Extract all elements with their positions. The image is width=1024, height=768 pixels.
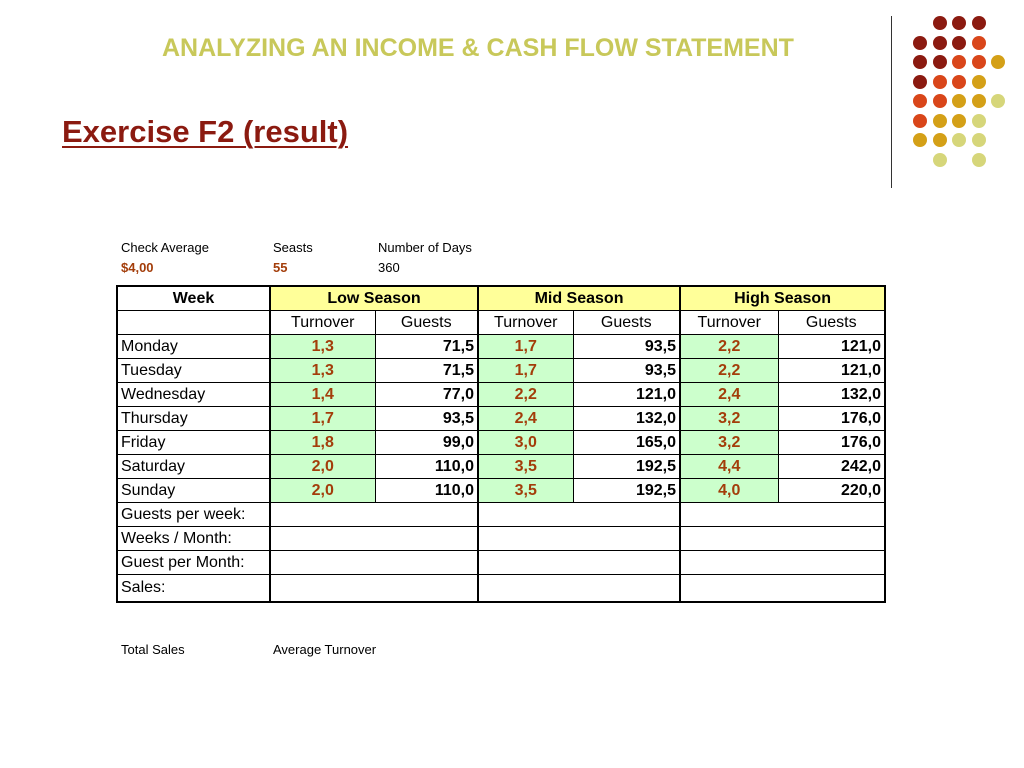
check-average-value: $4,00	[121, 260, 154, 275]
guests-cell: 132,0	[778, 383, 885, 407]
decorative-dot	[933, 55, 947, 69]
seats-label: Seasts	[273, 240, 313, 255]
turnover-cell: 4,4	[680, 455, 778, 479]
decorative-dot	[913, 55, 927, 69]
turnover-cell: 2,4	[478, 407, 573, 431]
turnover-cell: 3,2	[680, 431, 778, 455]
decorative-dot	[972, 16, 986, 30]
turnover-cell: 1,7	[478, 359, 573, 383]
decorative-dot	[933, 94, 947, 108]
summary-label: Weeks / Month:	[117, 527, 270, 551]
decorative-dot	[991, 94, 1005, 108]
sub-header-turnover: Turnover	[478, 311, 573, 335]
decorative-dot	[933, 114, 947, 128]
season-table	[116, 285, 886, 603]
summary-value-cell	[270, 503, 478, 527]
turnover-cell: 2,0	[270, 455, 375, 479]
check-average-label: Check Average	[121, 240, 209, 255]
guests-cell: 110,0	[375, 479, 478, 503]
summary-value-cell	[478, 527, 680, 551]
mid-season-header: Mid Season	[478, 286, 680, 311]
summary-value-cell	[270, 575, 478, 603]
decorative-dot	[952, 114, 966, 128]
turnover-cell: 2,0	[270, 479, 375, 503]
guests-cell: 165,0	[573, 431, 680, 455]
summary-value-cell	[478, 551, 680, 575]
guests-cell: 110,0	[375, 455, 478, 479]
guests-cell: 220,0	[778, 479, 885, 503]
sub-header-row	[117, 311, 885, 335]
slide-title: Exercise F2 (result)	[62, 114, 349, 149]
decorative-dot	[952, 55, 966, 69]
decorative-dot	[913, 94, 927, 108]
summary-label: Guests per week:	[117, 503, 270, 527]
table-row	[117, 335, 885, 359]
turnover-cell: 1,3	[270, 335, 375, 359]
guests-cell: 121,0	[573, 383, 680, 407]
guests-cell: 77,0	[375, 383, 478, 407]
sub-header-guests: Guests	[375, 311, 478, 335]
turnover-cell: 1,8	[270, 431, 375, 455]
decorative-dot	[933, 36, 947, 50]
turnover-cell: 1,4	[270, 383, 375, 407]
total-sales-label: Total Sales	[121, 642, 185, 657]
table-row	[117, 431, 885, 455]
turnover-cell: 3,2	[680, 407, 778, 431]
day-label: Sunday	[117, 479, 270, 503]
guests-cell: 121,0	[778, 335, 885, 359]
guests-cell: 192,5	[573, 479, 680, 503]
decorative-dot	[933, 16, 947, 30]
guests-cell: 176,0	[778, 431, 885, 455]
summary-value-cell	[680, 551, 885, 575]
turnover-cell: 3,5	[478, 479, 573, 503]
summary-value-cell	[680, 575, 885, 603]
table-row	[117, 407, 885, 431]
decorative-dot	[952, 94, 966, 108]
decorative-dot	[952, 133, 966, 147]
decorative-dot	[913, 133, 927, 147]
guests-cell: 93,5	[573, 335, 680, 359]
low-season-header: Low Season	[270, 286, 478, 311]
header-divider	[891, 16, 892, 188]
guests-cell: 93,5	[375, 407, 478, 431]
decorative-dot	[952, 75, 966, 89]
sub-header-guests: Guests	[778, 311, 885, 335]
sub-header-guests: Guests	[573, 311, 680, 335]
decorative-dot	[933, 75, 947, 89]
summary-value-cell	[478, 575, 680, 603]
day-label: Monday	[117, 335, 270, 359]
summary-row	[117, 551, 885, 575]
turnover-cell: 3,5	[478, 455, 573, 479]
summary-value-cell	[680, 527, 885, 551]
summary-value-cell	[680, 503, 885, 527]
turnover-cell: 2,2	[680, 359, 778, 383]
sub-header-turnover: Turnover	[680, 311, 778, 335]
summary-label: Sales:	[117, 575, 270, 603]
turnover-cell: 1,7	[478, 335, 573, 359]
day-label: Wednesday	[117, 383, 270, 407]
guests-cell: 71,5	[375, 359, 478, 383]
summary-row	[117, 527, 885, 551]
turnover-cell: 3,0	[478, 431, 573, 455]
summary-value-cell	[478, 503, 680, 527]
decorative-dot	[913, 75, 927, 89]
summary-label: Guest per Month:	[117, 551, 270, 575]
decorative-dot	[972, 55, 986, 69]
week-header: Week	[117, 286, 270, 311]
guests-cell: 71,5	[375, 335, 478, 359]
turnover-cell: 1,7	[270, 407, 375, 431]
decorative-dot	[913, 114, 927, 128]
table-row	[117, 383, 885, 407]
table-row	[117, 359, 885, 383]
guests-cell: 121,0	[778, 359, 885, 383]
day-label: Thursday	[117, 407, 270, 431]
day-label: Tuesday	[117, 359, 270, 383]
turnover-cell: 2,2	[680, 335, 778, 359]
decorative-dot	[933, 133, 947, 147]
guests-cell: 93,5	[573, 359, 680, 383]
decorative-dot	[913, 36, 927, 50]
decorative-dot	[991, 55, 1005, 69]
summary-row	[117, 503, 885, 527]
average-turnover-label: Average Turnover	[273, 642, 377, 657]
decorative-dot	[972, 75, 986, 89]
guests-cell: 132,0	[573, 407, 680, 431]
guests-cell: 192,5	[573, 455, 680, 479]
seats-value: 55	[273, 260, 288, 275]
high-season-header: High Season	[680, 286, 885, 311]
decorative-dot	[933, 153, 947, 167]
table-row	[117, 455, 885, 479]
decorative-dot	[972, 114, 986, 128]
decorative-dot	[972, 36, 986, 50]
days-value: 360	[378, 260, 400, 275]
decorative-dot	[972, 94, 986, 108]
guests-cell: 176,0	[778, 407, 885, 431]
decorative-dot	[952, 36, 966, 50]
days-label: Number of Days	[378, 240, 472, 255]
decorative-dot	[972, 153, 986, 167]
summary-value-cell	[270, 527, 478, 551]
summary-row	[117, 575, 885, 603]
turnover-cell: 2,4	[680, 383, 778, 407]
turnover-cell: 1,3	[270, 359, 375, 383]
summary-value-cell	[270, 551, 478, 575]
day-label: Friday	[117, 431, 270, 455]
day-label: Saturday	[117, 455, 270, 479]
season-header-row	[117, 286, 885, 311]
turnover-cell: 4,0	[680, 479, 778, 503]
header-title: ANALYZING AN INCOME & CASH FLOW STATEMENT	[162, 34, 794, 62]
decorative-dot	[972, 133, 986, 147]
guests-cell: 242,0	[778, 455, 885, 479]
turnover-cell: 2,2	[478, 383, 573, 407]
guests-cell: 99,0	[375, 431, 478, 455]
decorative-dot	[952, 16, 966, 30]
empty-cell	[117, 311, 270, 335]
sub-header-turnover: Turnover	[270, 311, 375, 335]
table-row	[117, 479, 885, 503]
